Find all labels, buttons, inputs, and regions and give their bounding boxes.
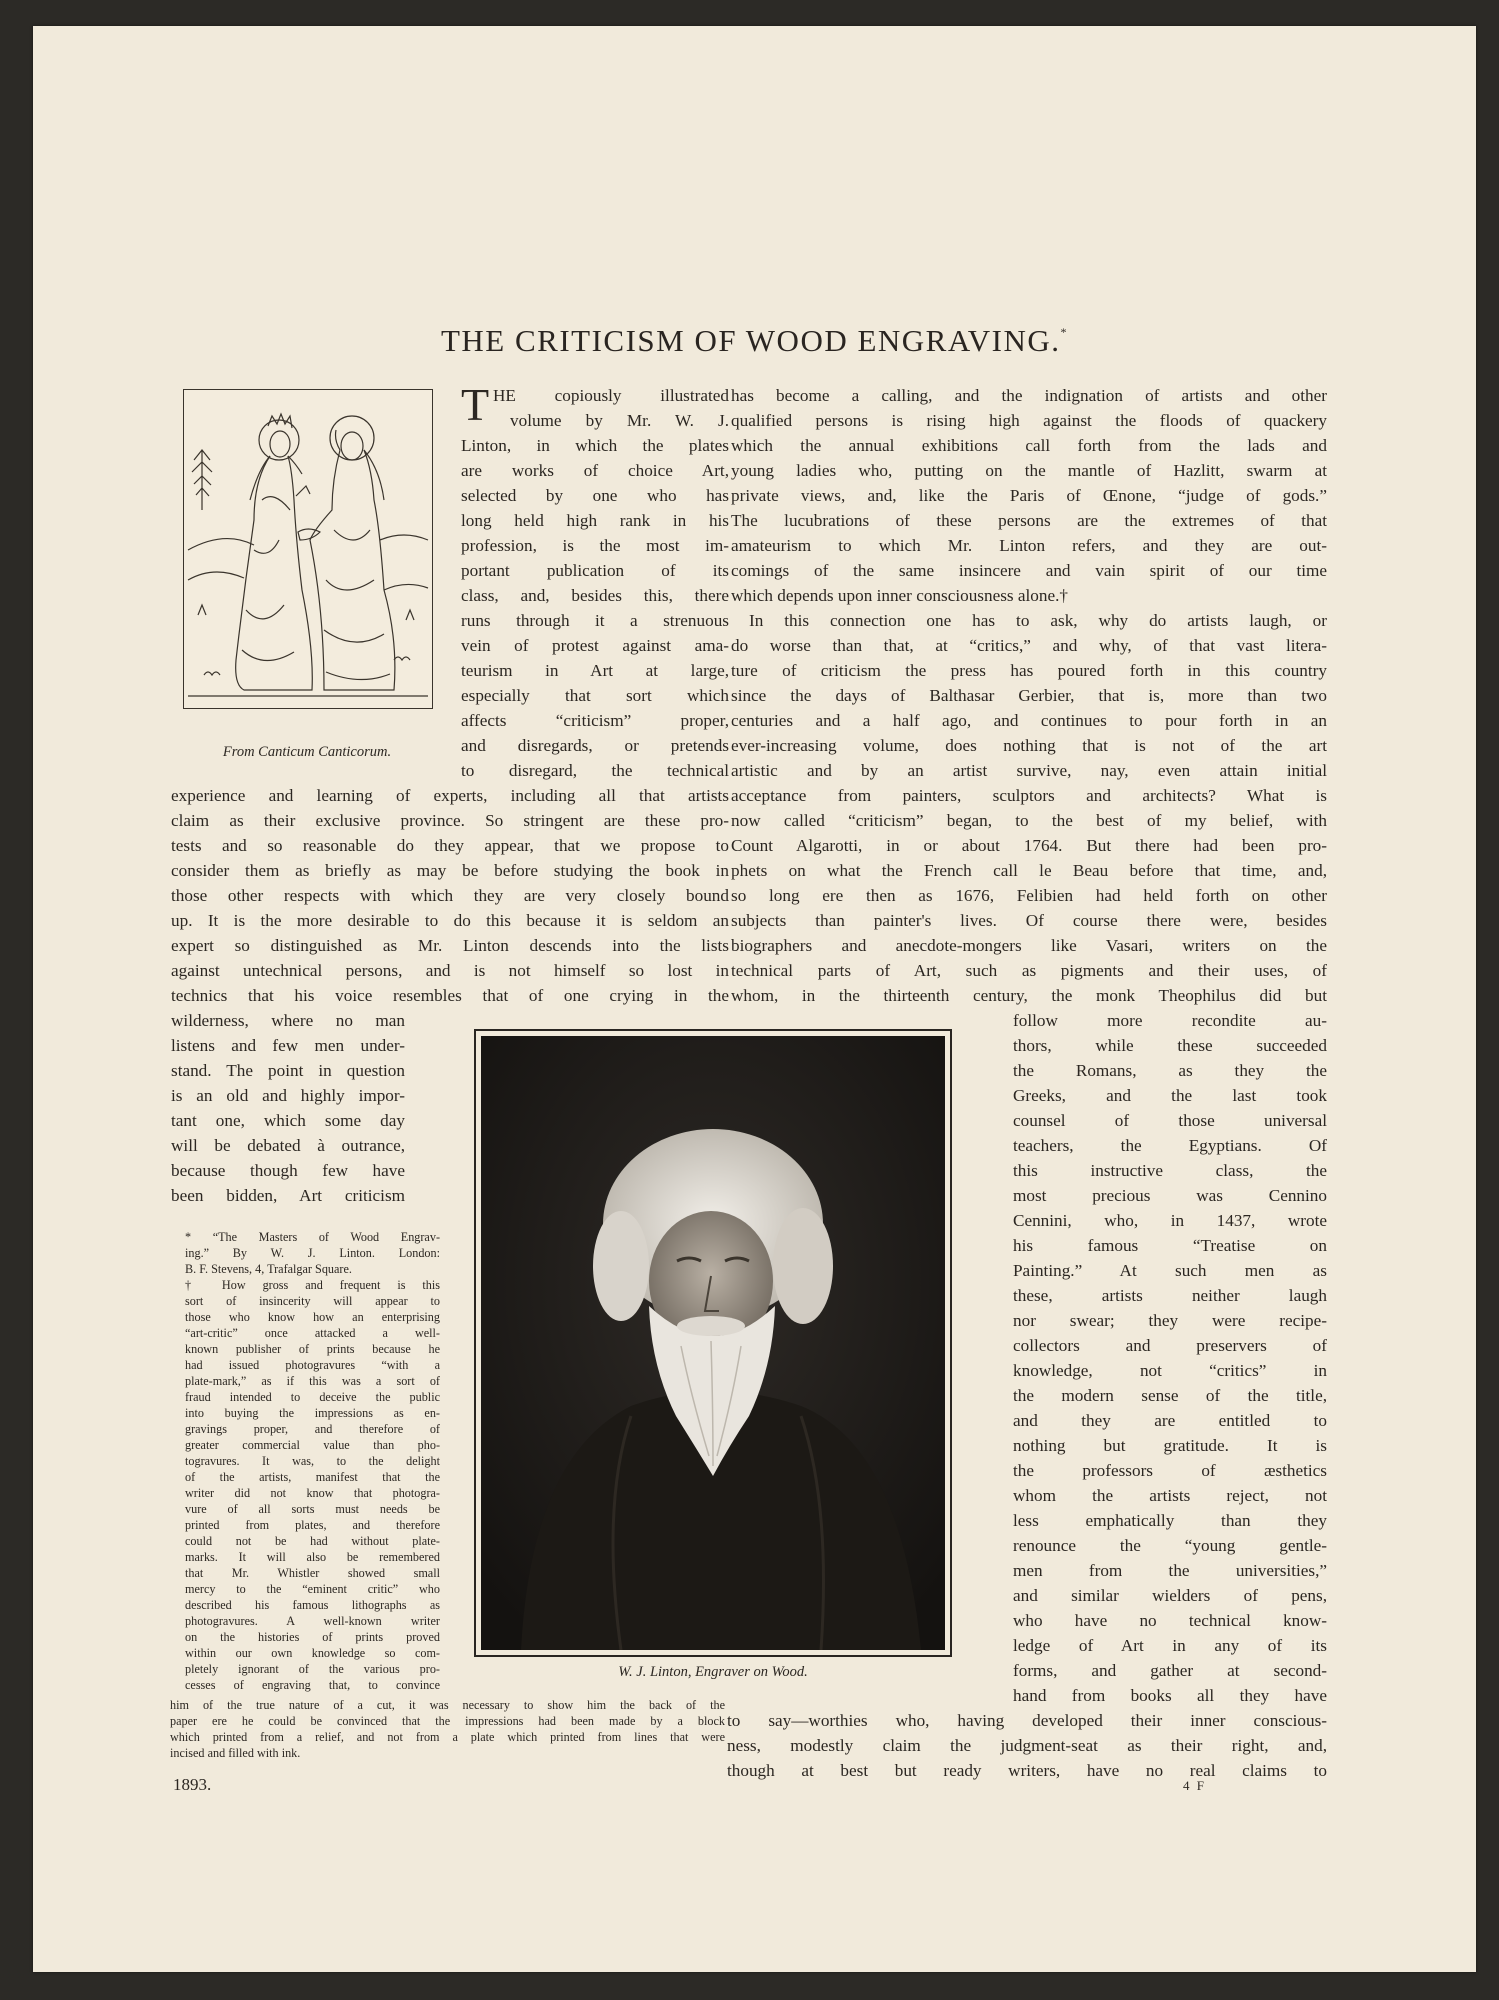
col1-line-1: volume by Mr. W. J. bbox=[510, 411, 729, 430]
col1-line-26: listens and few men under- bbox=[171, 1036, 405, 1055]
footnote-line-26: within our own knowledge so com- bbox=[185, 1646, 440, 1660]
year-label: 1893. bbox=[173, 1775, 212, 1794]
footnote-line-15: of the artists, manifest that the bbox=[185, 1470, 440, 1484]
col2-line-17: now called “criticism” began, to the best of my belief, with bbox=[731, 811, 1327, 830]
col2-line-53: to say—worthies who, having developed their inner conscious- bbox=[727, 1711, 1327, 1730]
footnote-line-0: * “The Masters of Wood Engrav- bbox=[185, 1230, 440, 1244]
footnote-line-18: printed from plates, and therefore bbox=[185, 1518, 440, 1532]
col2-line-5: The lucubrations of these persons are the extremes of that bbox=[731, 511, 1327, 530]
col2-line-55: though at best but ready writers, have no real claims to bbox=[727, 1761, 1327, 1780]
footnote-line-28: cesses of engraving that, to convince bbox=[185, 1678, 440, 1692]
col2-line-27: the Romans, as they the bbox=[1013, 1061, 1327, 1080]
col2-line-46: renounce the “young gentle- bbox=[1013, 1536, 1327, 1555]
col1-line-8: class, and, besides this, there bbox=[461, 586, 729, 605]
col2-line-13: centuries and a half ago, and continues to pour forth in an bbox=[731, 711, 1327, 730]
col1-line-9: runs through it a strenuous bbox=[461, 611, 729, 630]
col2-line-54: ness, modestly claim the judgment-seat as their right, and, bbox=[727, 1736, 1327, 1755]
col1-line-0: HE copiously illustrated bbox=[493, 386, 729, 405]
col2-line-42: nothing but gratitude. It is bbox=[1013, 1436, 1327, 1455]
col2-line-2: which the annual exhibitions call forth from the lads and bbox=[731, 436, 1327, 455]
footnote-line-19: could not be had without plate- bbox=[185, 1534, 440, 1548]
footnote-line-25: on the histories of prints proved bbox=[185, 1630, 440, 1644]
footnote-line-31: which printed from a relief, and not from a plate which printed from lines that were bbox=[170, 1730, 725, 1744]
footnote-line-24: photogravures. A well-known writer bbox=[185, 1614, 440, 1628]
col2-line-31: this instructive class, the bbox=[1013, 1161, 1327, 1180]
linton-portrait bbox=[474, 1029, 952, 1657]
col1-line-12: especially that sort which bbox=[461, 686, 729, 705]
footnote-line-30: paper ere he could be convinced that the impressions had been made by a block bbox=[170, 1714, 725, 1728]
col1-line-24: technics that his voice resembles that of one crying in the bbox=[171, 986, 729, 1005]
col2-line-19: phets on what the French call le Beau before that time, and, bbox=[731, 861, 1327, 880]
col1-line-21: up. It is the more desirable to do this because it is seldom an bbox=[171, 911, 729, 930]
footnote-line-5: those who know how an enterprising bbox=[185, 1310, 440, 1324]
footnote-line-10: fraud intended to deceive the public bbox=[185, 1390, 440, 1404]
col2-line-35: Painting.” At such men as bbox=[1013, 1261, 1327, 1280]
footnote-line-14: togravures. It was, to the delight bbox=[185, 1454, 440, 1468]
col2-line-16: acceptance from painters, sculptors and architects? What is bbox=[731, 786, 1327, 805]
col2-line-10: do worse than that, at “critics,” and why, of that vast litera- bbox=[731, 636, 1327, 655]
col1-line-5: long held high rank in his bbox=[461, 511, 729, 530]
col2-line-33: Cennini, who, in 1437, wrote bbox=[1013, 1211, 1327, 1230]
col1-line-28: is an old and highly impor- bbox=[171, 1086, 405, 1105]
col2-line-26: thors, while these succeeded bbox=[1013, 1036, 1327, 1055]
col1-line-27: stand. The point in question bbox=[171, 1061, 405, 1080]
col2-line-21: subjects than painter's lives. Of course there were, besides bbox=[731, 911, 1327, 930]
col2-line-37: nor swear; they were recipe- bbox=[1013, 1311, 1327, 1330]
col1-line-6: profession, is the most im- bbox=[461, 536, 729, 555]
engraving-caption: From Canticum Canticorum. bbox=[222, 744, 392, 760]
col1-line-25: wilderness, where no man bbox=[171, 1011, 405, 1030]
footnote-line-3: † How gross and frequent is this bbox=[185, 1278, 440, 1292]
col2-line-40: the modern sense of the title, bbox=[1013, 1386, 1327, 1405]
col2-line-28: Greeks, and the last took bbox=[1013, 1086, 1327, 1105]
col1-line-32: been bidden, Art criticism bbox=[171, 1186, 405, 1205]
page bbox=[33, 26, 1476, 1972]
col2-line-22: biographers and anecdote-mongers like Vasari, writers on the bbox=[731, 936, 1327, 955]
col1-line-30: will be debated à outrance, bbox=[171, 1136, 405, 1155]
col2-line-12: since the days of Balthasar Gerbier, that is, more than two bbox=[731, 686, 1327, 705]
footnote-line-8: had issued photogravures “with a bbox=[185, 1358, 440, 1372]
portrait-photo-image bbox=[481, 1036, 945, 1650]
footnote-line-6: “art-critic” once attacked a well- bbox=[185, 1326, 440, 1340]
col2-line-30: teachers, the Egyptians. Of bbox=[1013, 1136, 1327, 1155]
title-footnote-mark: * bbox=[1060, 324, 1068, 339]
col1-line-29: tant one, which some day bbox=[171, 1111, 405, 1130]
col1-line-10: vein of protest against ama- bbox=[461, 636, 729, 655]
col2-line-3: young ladies who, putting on the mantle of Hazlitt, swarm at bbox=[731, 461, 1327, 480]
footnote-line-29: him of the true nature of a cut, it was necessary to show him the back of the bbox=[170, 1698, 725, 1712]
col1-line-4: selected by one who has bbox=[461, 486, 729, 505]
col2-line-9: In this connection one has to ask, why do artists laugh, or bbox=[749, 611, 1327, 630]
footnote-line-23: described his famous lithographs as bbox=[185, 1598, 440, 1612]
two-saints-engraving-image bbox=[184, 390, 432, 708]
footnote-line-21: that Mr. Whistler showed small bbox=[185, 1566, 440, 1580]
footnote-line-9: plate-mark,” as if this was a sort of bbox=[185, 1374, 440, 1388]
col1-line-7: portant publication of its bbox=[461, 561, 729, 580]
col1-line-15: to disregard, the technical bbox=[461, 761, 729, 780]
col1-line-31: because though few have bbox=[171, 1161, 405, 1180]
col2-line-36: these, artists neither laugh bbox=[1013, 1286, 1327, 1305]
col1-line-2: Linton, in which the plates bbox=[461, 436, 729, 455]
col2-line-52: hand from books all they have bbox=[1013, 1686, 1327, 1705]
col1-line-23: against untechnical persons, and is not himself so lost in bbox=[171, 961, 729, 980]
footnote-line-20: marks. It will also be remembered bbox=[185, 1550, 440, 1564]
col2-line-8: which depends upon inner consciousness alone.† bbox=[731, 586, 1068, 605]
footnote-line-12: gravings proper, and therefore of bbox=[185, 1422, 440, 1436]
footnote-line-4: sort of insincerity will appear to bbox=[185, 1294, 440, 1308]
footnote-line-17: vure of all sorts must needs be bbox=[185, 1502, 440, 1516]
col1-line-3: are works of choice Art, bbox=[461, 461, 729, 480]
col2-line-7: comings of the same insincere and vain spirit of our time bbox=[731, 561, 1327, 580]
col2-line-0: has become a calling, and the indignation of artists and other bbox=[731, 386, 1327, 405]
col2-line-11: ture of criticism the press has poured forth in this country bbox=[731, 661, 1327, 680]
col2-line-20: so long ere then as 1676, Felibien had held forth on other bbox=[731, 886, 1327, 905]
col1-line-13: affects “criticism” proper, bbox=[461, 711, 729, 730]
col2-line-43: the professors of æsthetics bbox=[1013, 1461, 1327, 1480]
col2-line-18: Count Algarotti, in or about 1764. But there had been pro- bbox=[731, 836, 1327, 855]
col1-line-16: experience and learning of experts, including all that artists bbox=[171, 786, 729, 805]
col2-line-51: forms, and gather at second- bbox=[1013, 1661, 1327, 1680]
article-title bbox=[33, 323, 1476, 359]
col2-line-1: qualified persons is rising high against the floods of quackery bbox=[731, 411, 1327, 430]
col2-line-44: whom the artists reject, not bbox=[1013, 1486, 1327, 1505]
col1-line-20: those other respects with which they are very closely bound bbox=[171, 886, 729, 905]
footnote-line-32: incised and filled with ink. bbox=[170, 1746, 301, 1760]
col2-line-45: less emphatically than they bbox=[1013, 1511, 1327, 1530]
col2-line-29: counsel of those universal bbox=[1013, 1111, 1327, 1130]
col2-line-48: and similar wielders of pens, bbox=[1013, 1586, 1327, 1605]
col2-line-47: men from the universities,” bbox=[1013, 1561, 1327, 1580]
footnote-line-2: B. F. Stevens, 4, Trafalgar Square. bbox=[185, 1262, 352, 1276]
col1-line-17: claim as their exclusive province. So stringent are these pro- bbox=[171, 811, 729, 830]
col2-line-25: follow more recondite au- bbox=[1013, 1011, 1327, 1030]
col2-line-4: private views, and, like the Paris of Œnone, “judge of gods.” bbox=[731, 486, 1327, 505]
col2-line-15: artistic and by an artist survive, nay, even attain initial bbox=[731, 761, 1327, 780]
drop-cap: T bbox=[461, 379, 490, 430]
col2-line-6: amateurism to which Mr. Linton refers, and they are out- bbox=[731, 536, 1327, 555]
col1-line-19: consider them as briefly as may be before studying the book in bbox=[171, 861, 729, 880]
col2-line-32: most precious was Cennino bbox=[1013, 1186, 1327, 1205]
canticum-engraving bbox=[183, 389, 433, 709]
footnote-line-7: known publisher of prints because he bbox=[185, 1342, 440, 1356]
col2-line-41: and they are entitled to bbox=[1013, 1411, 1327, 1430]
signature-mark: 4 F bbox=[1183, 1778, 1206, 1793]
col2-line-34: his famous “Treatise on bbox=[1013, 1236, 1327, 1255]
col1-line-14: and disregards, or pretends bbox=[461, 736, 729, 755]
footnote-line-16: writer did not know that photogra- bbox=[185, 1486, 440, 1500]
footnote-line-1: ing.” By W. J. Linton. London: bbox=[185, 1246, 440, 1260]
col2-line-24: whom, in the thirteenth century, the monk Theophilus did but bbox=[731, 986, 1327, 1005]
footnote-line-22: mercy to the “eminent critic” who bbox=[185, 1582, 440, 1596]
col1-line-11: teurism in Art at large, bbox=[461, 661, 729, 680]
col1-line-18: tests and so reasonable do they appear, that we propose to bbox=[171, 836, 729, 855]
col2-line-50: ledge of Art in any of its bbox=[1013, 1636, 1327, 1655]
article-title-text: THE CRITICISM OF WOOD ENGRAVING. bbox=[440, 323, 1061, 358]
col2-line-49: who have no technical know- bbox=[1013, 1611, 1327, 1630]
portrait-caption: W. J. Linton, Engraver on Wood. bbox=[618, 1664, 808, 1680]
col2-line-14: ever-increasing volume, does nothing that is not of the art bbox=[731, 736, 1327, 755]
col2-line-38: collectors and preservers of bbox=[1013, 1336, 1327, 1355]
footnote-line-11: into buying the impressions as en- bbox=[185, 1406, 440, 1420]
footnote-line-27: pletely ignorant of the various pro- bbox=[185, 1662, 440, 1676]
col2-line-23: technical parts of Art, such as pigments and their uses, of bbox=[731, 961, 1327, 980]
col2-line-39: knowledge, not “critics” in bbox=[1013, 1361, 1327, 1380]
col1-line-22: expert so distinguished as Mr. Linton descends into the lists bbox=[171, 936, 729, 955]
footnote-line-13: greater commercial value than pho- bbox=[185, 1438, 440, 1452]
